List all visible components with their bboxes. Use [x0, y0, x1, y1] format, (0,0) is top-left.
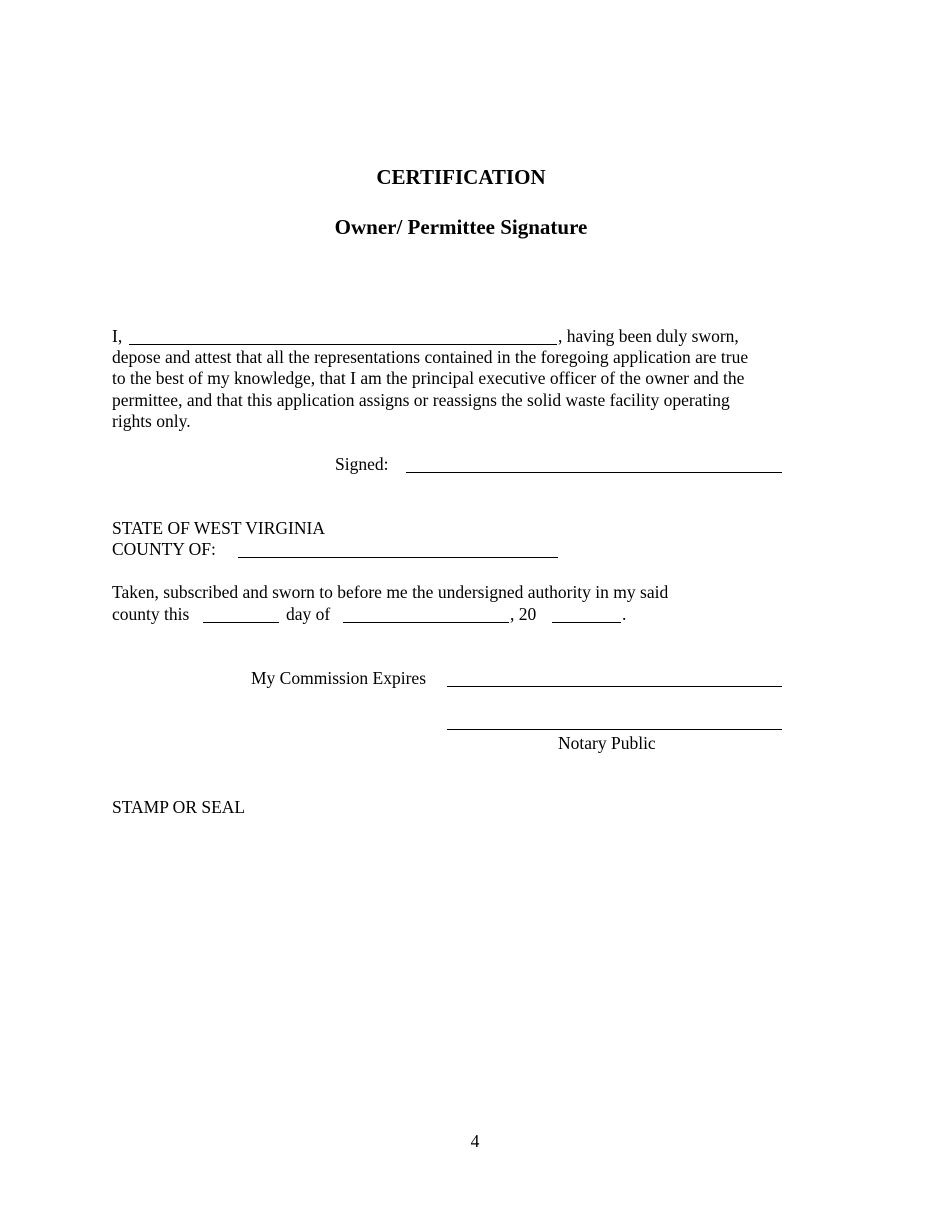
state-label: STATE OF WEST VIRGINIA: [112, 518, 325, 538]
year-field[interactable]: [552, 622, 621, 623]
commission-expires-field[interactable]: [447, 686, 782, 687]
attestation-line-3: to the best of my knowledge, that I am the principal executive officer of the owner and the: [112, 368, 745, 388]
page-number: 4: [470, 1131, 480, 1151]
county-this-label: county this: [112, 604, 190, 624]
month-field[interactable]: [343, 622, 509, 623]
notary-public-label: Notary Public: [558, 733, 656, 753]
affiant-name-field[interactable]: [129, 344, 557, 345]
page-subtitle: Owner/ Permittee Signature: [334, 215, 588, 239]
commission-expires-label: My Commission Expires: [251, 668, 427, 688]
jurat-period: .: [622, 604, 627, 624]
stamp-seal-label: STAMP OR SEAL: [112, 797, 246, 817]
attestation-line-5: rights only.: [112, 411, 191, 431]
day-of-label: day of: [286, 604, 331, 624]
jurat-line-1: Taken, subscribed and sworn to before me the undersigned authority in my said: [112, 582, 669, 602]
year-prefix-label: , 20: [510, 604, 537, 624]
county-label: COUNTY OF:: [112, 539, 216, 559]
notary-signature-field[interactable]: [447, 729, 782, 730]
county-field[interactable]: [238, 557, 558, 558]
attestation-lead: I,: [112, 326, 123, 346]
attestation-line-2: depose and attest that all the representations contained in the foregoing application are true: [112, 347, 749, 367]
signature-field[interactable]: [406, 472, 782, 473]
attestation-sworn-text: , having been duly sworn,: [558, 326, 739, 346]
page-title: CERTIFICATION: [376, 165, 546, 189]
attestation-line-4: permittee, and that this application assigns or reassigns the solid waste facility operating: [112, 390, 730, 410]
signed-label: Signed:: [335, 454, 389, 474]
day-field[interactable]: [203, 622, 279, 623]
